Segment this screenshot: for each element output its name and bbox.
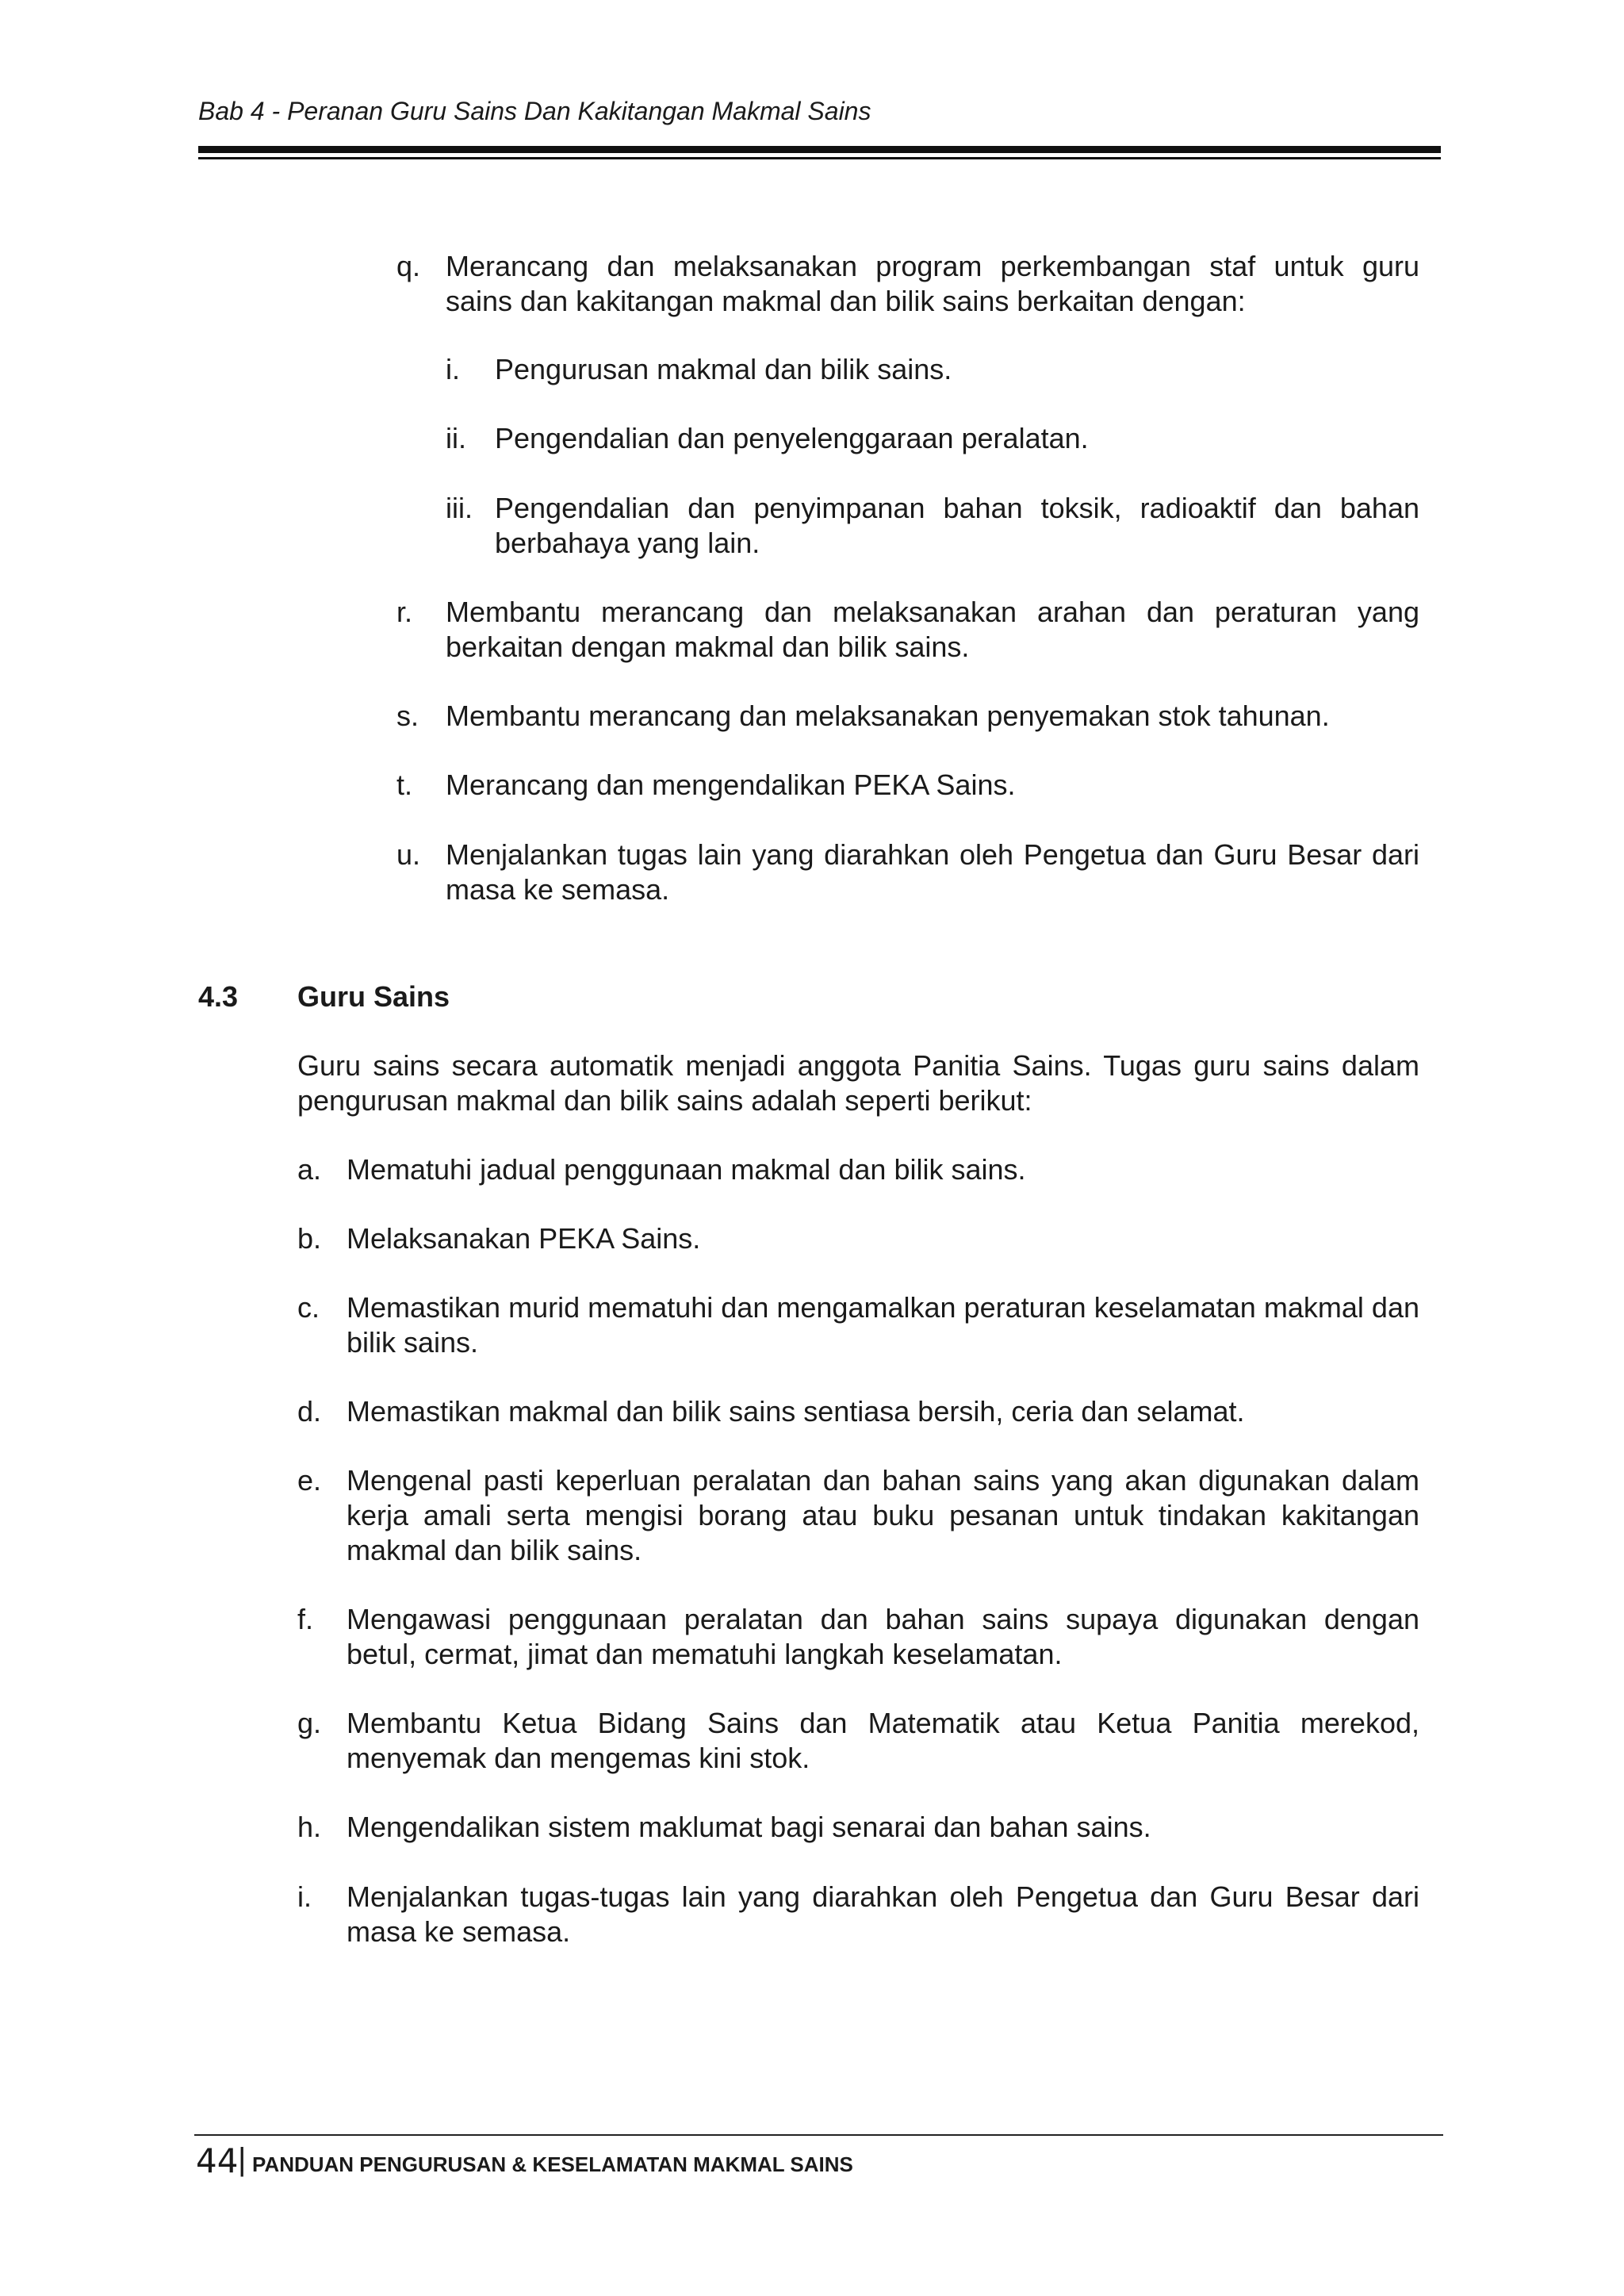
list-marker: u. — [396, 838, 421, 871]
list-marker: r. — [396, 596, 413, 628]
list-item: Mengendalikan sistem maklumat bagi senarai dan bahan sains. — [347, 1811, 1151, 1843]
list-item: Mengenal pasti keperluan peralatan dan bahan sains yang akan digunakan dalam kerja amali serta mengisi borang atau buku pesanan untuk tindakan kakitangan makmal dan bilik sains. — [347, 1464, 1419, 1566]
page-number: 44 — [196, 2141, 239, 2180]
list-marker: e. — [297, 1464, 322, 1497]
list-item: Membantu Ketua Bidang Sains dan Matematik atau Ketua Panitia merekod, menyemak dan mengemas kini stok. — [347, 1707, 1419, 1774]
list-marker: t. — [396, 769, 413, 801]
list-item: Memastikan murid mematuhi dan mengamalkan peraturan keselamatan makmal dan bilik sains. — [347, 1291, 1419, 1359]
sublist-marker: iii. — [446, 492, 473, 524]
list-marker: b. — [297, 1222, 322, 1255]
header-rule-thin — [198, 157, 1441, 159]
list-item: Membantu merancang dan melaksanakan penyemakan stok tahunan. — [446, 700, 1330, 732]
sublist-marker: i. — [446, 353, 460, 385]
list-marker: s. — [396, 700, 419, 732]
list-marker: f. — [297, 1603, 314, 1635]
sublist-item: Pengendalian dan penyelenggaraan peralatan. — [495, 422, 1089, 454]
list-item: Melaksanakan PEKA Sains. — [347, 1222, 701, 1255]
footer-title: PANDUAN PENGURUSAN & KESELAMATAN MAKMAL SAINS — [252, 2152, 853, 2176]
list-item: Mengawasi penggunaan peralatan dan bahan sains supaya digunakan dengan betul, cermat, jimat dan mematuhi langkah keselamatan. — [347, 1603, 1419, 1670]
list-item: Membantu merancang dan melaksanakan arahan dan peraturan yang berkaitan dengan makmal dan bilik sains. — [446, 596, 1419, 663]
list-marker: i. — [297, 1880, 312, 1913]
section-intro: Guru sains secara automatik menjadi anggota Panitia Sains. Tugas guru sains dalam pengurusan makmal dan bilik sains adalah seperti berikut: — [297, 1049, 1419, 1117]
list-marker: c. — [297, 1291, 320, 1324]
list-item: Merancang dan mengendalikan PEKA Sains. — [446, 769, 1016, 801]
list-item: Memastikan makmal dan bilik sains sentiasa bersih, ceria dan selamat. — [347, 1395, 1245, 1428]
list-item: Menjalankan tugas-tugas lain yang diarahkan oleh Pengetua dan Guru Besar dari masa ke semasa. — [347, 1880, 1419, 1948]
sublist-item: Pengurusan makmal dan bilik sains. — [495, 353, 952, 385]
list-marker: g. — [297, 1707, 322, 1739]
running-header: Bab 4 - Peranan Guru Sains Dan Kakitangan Makmal Sains — [198, 97, 871, 125]
sublist-item: Pengendalian dan penyimpanan bahan toksik, radioaktif dan bahan berbahaya yang lain. — [495, 492, 1419, 559]
list-marker: h. — [297, 1811, 322, 1843]
footer-rule — [194, 2134, 1443, 2136]
list-marker: q. — [396, 250, 421, 282]
list-item: Menjalankan tugas lain yang diarahkan oleh Pengetua dan Guru Besar dari masa ke semasa. — [446, 838, 1419, 906]
header-rule-thick — [198, 146, 1441, 153]
section-number: 4.3 — [198, 980, 239, 1013]
list-item: Merancang dan melaksanakan program perkembangan staf untuk guru sains dan kakitangan makmal dan bilik sains berkaitan dengan: — [446, 250, 1419, 317]
footer-separator: | — [238, 2142, 247, 2177]
list-marker: a. — [297, 1153, 322, 1186]
list-item: Mematuhi jadual penggunaan makmal dan bilik sains. — [347, 1153, 1026, 1186]
sublist-marker: ii. — [446, 422, 466, 454]
section-title: Guru Sains — [297, 980, 450, 1013]
list-marker: d. — [297, 1395, 322, 1428]
